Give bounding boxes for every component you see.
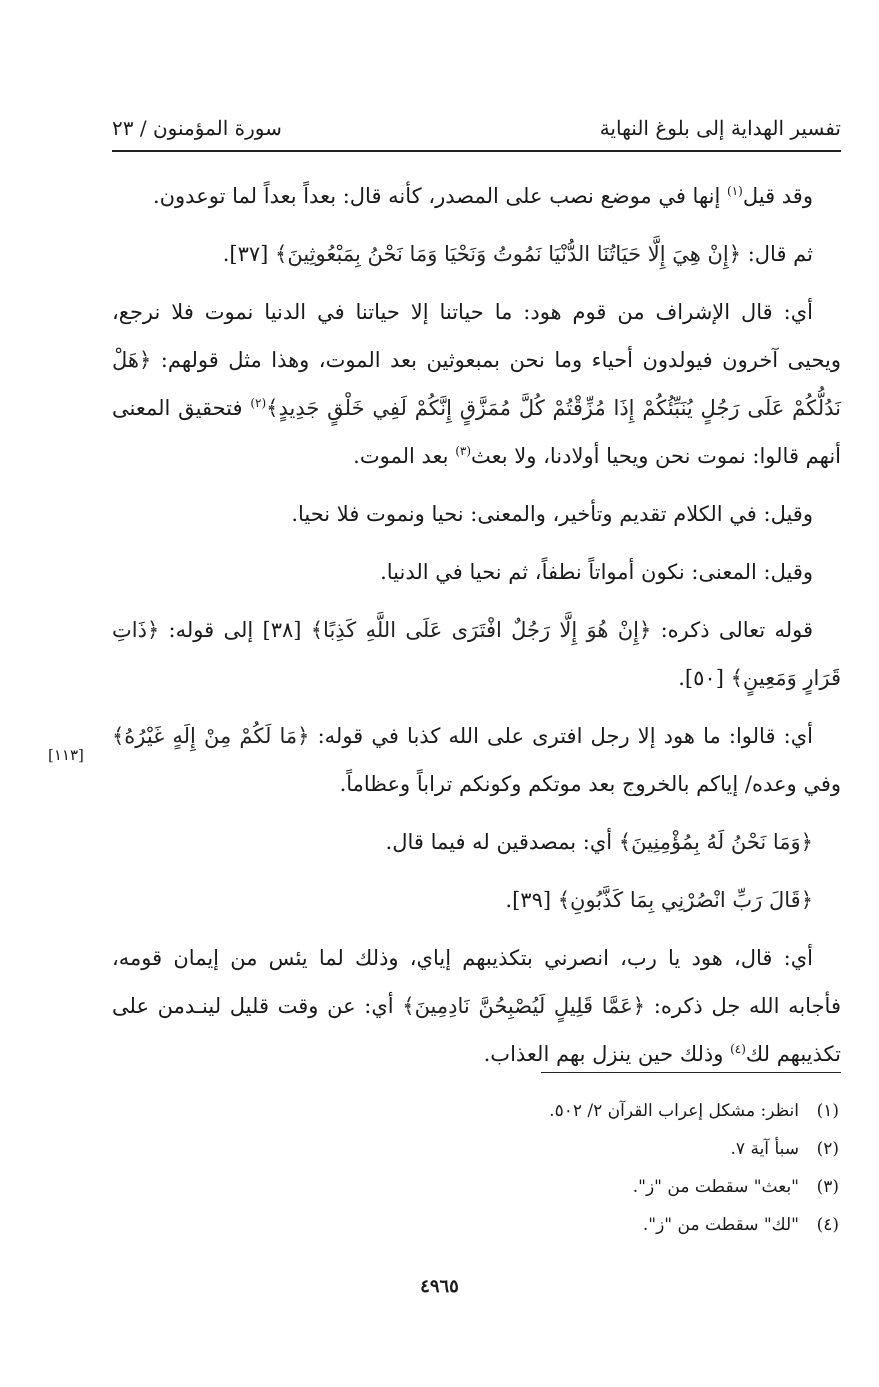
header-divider — [112, 150, 841, 152]
page-number: ٤٩٦٥ — [420, 1276, 459, 1297]
footnote-number: (١) — [816, 1101, 839, 1121]
quran-verse: ﴿إِنْ هِيَ إِلَّا حَيَاتُنَا الدُّنْيَا نَمُوتُ وَنَحْيَا وَمَا نَحْنُ بِمَبْعُوثِينَ﴾ — [275, 242, 742, 266]
quran-verse: ﴿عَمَّا قَلِيلٍ لَيُصْبِحُنَّ نَادِمِينَ﴾ — [402, 994, 646, 1018]
footnote-ref-4: (٤) — [730, 1042, 746, 1056]
paragraph-9: ﴿قَالَ رَبِّ انْصُرْنِي بِمَا كَذَّبُونِ﴾ [٣٩]. — [505, 888, 813, 912]
paragraph-4: وقيل: في الكلام تقديم وتأخير، والمعنى: نحيا ونموت فلا نحيا. — [291, 502, 813, 526]
paragraph-6: قوله تعالى ذكره: ﴿إِنْ هُوَ إِلَّا رَجُلٌ افْتَرَى عَلَى اللَّهِ كَذِبًا﴾ [٣٨] إلى قوله: ﴿ذَاتِ قَرَارٍ وَمَعِينٍ﴾ [٥٠]. — [112, 618, 841, 690]
footnote-divider — [541, 1072, 841, 1073]
quran-verse: ﴿مَا لَكُمْ مِنْ إِلَهٍ غَيْرُهُ﴾ — [112, 724, 310, 748]
footnote-text: "بعث" سقطت من "ز". — [632, 1177, 799, 1197]
footnote-text: سبأ آية ٧. — [730, 1139, 799, 1159]
manuscript-folio-marker: [١١٣] — [48, 746, 84, 764]
quran-verse: ﴿قَالَ رَبِّ انْصُرْنِي بِمَا كَذَّبُونِ﴾ — [557, 888, 813, 912]
paragraph-2: ثم قال: ﴿إِنْ هِيَ إِلَّا حَيَاتُنَا الدُّنْيَا نَمُوتُ وَنَحْيَا وَمَا نَحْنُ بِمَبْعُوثِينَ﴾ [٣٧]. — [222, 242, 813, 266]
footnote-text: "لك" سقطت من "ز". — [642, 1215, 799, 1235]
paragraph-8: ﴿وَمَا نَحْنُ لَهُ بِمُؤْمِنِينَ﴾ أي: بمصدقين له فيما قال. — [385, 830, 813, 854]
footnote-ref-1: (١) — [727, 184, 743, 198]
footnote-number: (٢) — [816, 1139, 839, 1159]
footnote-item — [99, 1130, 839, 1168]
footnote-text: انظر: مشكل إعراب القرآن ٢/ ٥٠٢. — [549, 1101, 799, 1121]
paragraph-10: أي: قال، هود يا رب، انصرني بتكذيبهم إياي، وذلك لما يئس من إيمان قومه، فأجابه الله جل ذكره: ﴿عَمَّا قَلِيلٍ لَيُصْبِحُنَّ نَادِمِينَ﴾ أي: عن وقت قليل لينـدمن على تكذيبهم لك$^{(٤)}$ وذلك حين ينزل بهم العذاب. — [112, 946, 841, 1066]
paragraph-5: وقيل: المعنى: نكون أمواتاً نطفاً، ثم نحيا في الدنيا. — [380, 560, 813, 584]
footnote-item — [99, 1168, 839, 1206]
footnotes — [99, 1092, 839, 1244]
quran-verse: ﴿ذَاتِ قَرَارٍ وَمَعِينٍ﴾ — [112, 618, 841, 690]
footnote-ref-2: (٢) — [250, 396, 267, 410]
paragraph-1: وقد قيل$^{(١)}$ إنها في موضع نصب على المصدر، كأنه قال: بعداً بعداً لما توعدون. — [152, 184, 813, 208]
footnote-number: (٣) — [816, 1177, 839, 1197]
quran-verse: ﴿هَلْ نَدُلُّكُمْ عَلَى رَجُلٍ يُنَبِّئُكُمْ إِذَا مُزِّقْتُمْ كُلَّ مُمَزَّقٍ إِنَّكُمْ لَفِي خَلْقٍ جَدِيدٍ﴾ — [112, 348, 841, 420]
paragraph-3: أي: قال الإشراف من قوم هود: ما حياتنا إلا حياتنا في الدنيا نموت فلا نرجع، ويحيى آخرون فيولدون أحياء وما نحن بمبعوثين بعد الموت، وهذا مثل قولهم: ﴿هَلْ نَدُلُّكُمْ عَلَى رَجُلٍ يُنَبِّئُكُمْ إِذَا مُزِّقْتُمْ كُلَّ مُمَزَّقٍ إِنَّكُمْ لَفِي خَلْقٍ جَدِيدٍ﴾$^{(٢)}$ فتحقيق المعنى أنهم قالوا: نموت نحن ويحيا أولادنا، ولا بعث$^{(٣)}$ بعد الموت. — [112, 300, 841, 468]
quran-verse: ﴿إِنْ هُوَ إِلَّا رَجُلٌ افْتَرَى عَلَى اللَّهِ كَذِبًا﴾ — [310, 618, 652, 642]
footnote-ref-3: (٣) — [455, 444, 472, 458]
quran-verse: ﴿وَمَا نَحْنُ لَهُ بِمُؤْمِنِينَ﴾ — [618, 830, 813, 854]
footnote-item — [99, 1206, 839, 1244]
footnote-number: (٤) — [816, 1215, 839, 1235]
paragraph-7: أي: قالوا: ما هود إلا رجل افترى على الله كذبا في قوله: ﴿مَا لَكُمْ مِنْ إِلَهٍ غَيْرُهُ﴾ وفي وعده/ إياكم بالخروج بعد موتكم وكونكم تراباً وعظاماً. — [112, 724, 841, 796]
footnote-item — [99, 1092, 839, 1130]
surah-name: سورة المؤمنون / ٢٣ — [112, 116, 282, 140]
page-header — [112, 110, 841, 152]
book-title: تفسير الهداية إلى بلوغ النهاية — [599, 116, 841, 140]
main-text — [112, 172, 841, 1088]
